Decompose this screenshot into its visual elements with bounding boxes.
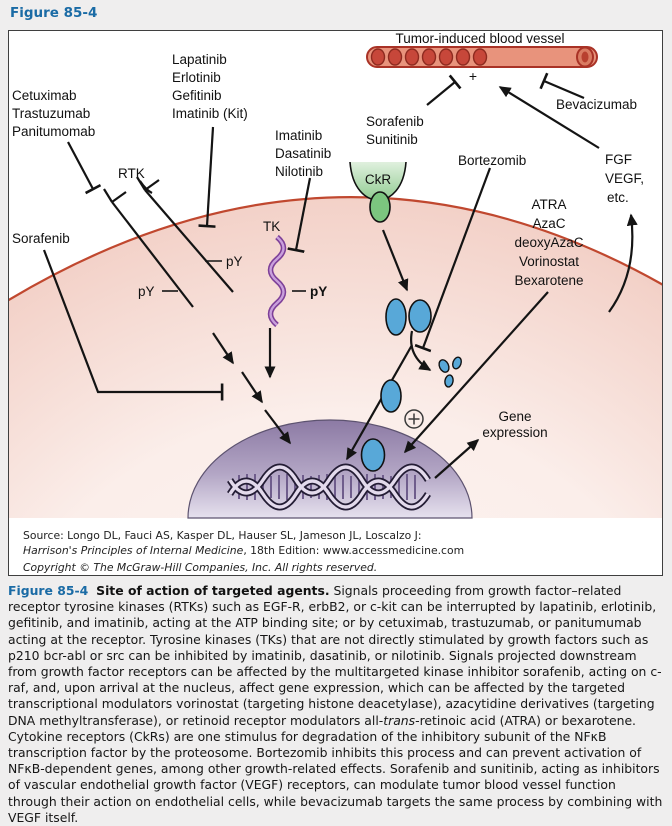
label-panitumomab: Panitumomab: [12, 124, 96, 139]
label-bexarotene: Bexarotene: [514, 273, 584, 288]
label-deoxyazac: deoxyAzaC: [514, 235, 584, 250]
inhibition-line-lapatinib: [207, 127, 213, 226]
rtk-receptor-b-prong-right: [145, 180, 159, 190]
label-sorafenib-left: Sorafenib: [12, 231, 70, 246]
label-sunitinib-v: Sunitinib: [366, 132, 418, 147]
label-atra: ATRA: [531, 197, 567, 212]
label-vegf: VEGF,: [605, 171, 645, 186]
label-imatinib: Imatinib: [275, 128, 323, 143]
positive-regulation-symbol: [405, 410, 423, 428]
tumor-blood-vessel: [367, 47, 597, 67]
plus-label: +: [468, 68, 478, 84]
figure-caption: [8, 583, 664, 826]
label-etc: etc.: [607, 190, 629, 205]
inhibition-line-sorafenib-sunitinib: [427, 82, 455, 105]
vessel-label: Tumor-induced blood vessel: [395, 31, 565, 46]
rtk-receptor-a-prong-right: [112, 192, 126, 202]
label-ckr: CkR: [364, 172, 392, 187]
label-erlotinib: Erlotinib: [172, 70, 221, 85]
label-fgf: FGF: [605, 152, 632, 167]
label-nilotinib: Nilotinib: [275, 164, 324, 179]
label-rtk: RTK: [118, 166, 145, 181]
figure-box: [8, 30, 663, 576]
inhibition-line-bevacizumab: [544, 81, 584, 98]
label-expression: expression: [482, 425, 548, 440]
label-lapatinib: Lapatinib: [172, 52, 227, 67]
label-gene: Gene: [498, 409, 532, 424]
transcription-factor-on-dna: [362, 439, 385, 471]
label-azac: AzaC: [532, 216, 566, 231]
nfkb-free-subunit: [381, 380, 401, 412]
label-vorinostat: Vorinostat: [518, 254, 580, 269]
source-line-2: Harrison's Principles of Internal Medicine, 18th Edition: www.accessmedicine.com: [23, 544, 465, 557]
label-sorafenib-v: Sorafenib: [366, 114, 424, 129]
label-dasatinib: Dasatinib: [275, 146, 332, 161]
label-tk: TK: [263, 219, 281, 234]
label-bortezomib: Bortezomib: [458, 153, 527, 168]
label-imatinib-kit: Imatinib (Kit): [172, 106, 248, 121]
rtk-receptor-a-prong-left: [104, 189, 112, 202]
source-line-1: Source: Longo DL, Fauci AS, Kasper DL, Hauser SL, Jameson JL, Loscalzo J:: [23, 529, 422, 542]
label-py-bold: pY: [310, 284, 328, 299]
copyright-line: Copyright © The McGraw-Hill Companies, Inc. All rights reserved.: [23, 561, 378, 574]
inhibition-line-cetuximab: [68, 142, 93, 189]
figure-heading: Figure 85-4: [10, 5, 98, 21]
caption-body: Signals proceeding from growth factor–related receptor tyrosine kinases (RTKs) such as EGF-R, erbB2, or c-kit can be interrupted by lapatinib, erlotinib, gefitinib, and imatinib, acting at the ATP binding site; or by cetuximab, trastuzumab, or panitumumab acting at the receptor. Tyrosine kinases (TKs) that are not directly stimulated by growth factors such as p210 bcr-abl or src can be inhibited by imatinib, dasatinib, or nilotinib. Signals projected downstream from growth factor receptors can be affected by the multitargeted kinase inhibitor sorafenib, acting on c-raf, and, upon arrival at the nucleus, affect gene expression, which can be affected by the targeted transcriptional modulators vorinostat (targeting histone deacetylase), azacytidine derivatives (targeting DNA methyltransferase), or retinoid receptor modulators all-trans-retinoic acid (ATRA) or bexarotene. Cytokine receptors (CkRs) are one stimulus for degradation of the inhibitory subunit of the NFκB transcription factor by the proteosome. Bortezomib inhibits this process and can prevent activation of NFκB-dependent genes, among other growth-related effects. Sorafenib and sunitinib, acting as inhibitors of vascular endothelial growth factor (VEGF) receptors, can modulate tumor blood vessel function through their action on endothelial cells, while bevacizumab targets the same process by combining with VEGF itself.: [8, 583, 663, 825]
ckr-intracellular-subunit: [370, 192, 390, 222]
label-trastuzumab: Trastuzumab: [12, 106, 91, 121]
label-py-2: pY: [138, 284, 155, 299]
label-cetuximab: Cetuximab: [12, 88, 77, 103]
pathway-diagram: [9, 31, 662, 575]
label-gefitinib: Gefitinib: [172, 88, 222, 103]
label-py-1: pY: [226, 254, 243, 269]
caption-figure-label: Figure 85-4: [8, 583, 89, 598]
caption-title: Site of action of targeted agents.: [96, 583, 330, 598]
label-bevacizumab: Bevacizumab: [556, 97, 638, 112]
